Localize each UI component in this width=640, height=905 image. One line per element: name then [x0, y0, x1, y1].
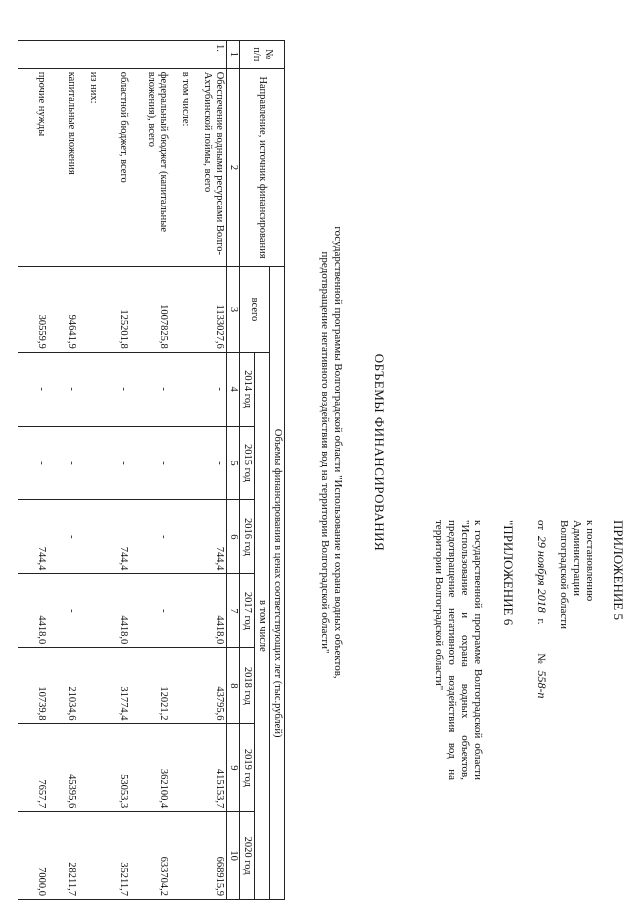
- column-number-row: [227, 41, 240, 900]
- row-value: 45395,6: [49, 724, 79, 812]
- row-value: 21034,6: [49, 648, 79, 724]
- row-value: -: [49, 426, 79, 500]
- row-value: -: [131, 352, 171, 426]
- header-including: в том числе: [255, 352, 270, 899]
- row-value: 10739,8: [19, 648, 49, 724]
- row-value: [79, 352, 101, 426]
- row-value: -: [49, 500, 79, 574]
- row-value: 4418,0: [101, 574, 131, 648]
- column-number: 8: [227, 648, 240, 724]
- resolution-date-line: [534, 520, 548, 699]
- row-number: [79, 41, 101, 69]
- table-row: [49, 41, 79, 900]
- row-label: областной бюджет, всего: [101, 68, 131, 267]
- document-subtitle-line-1: государственной программы Волгоградской области "Использование и охрана водных объектов,: [332, 226, 344, 679]
- row-total: 1007825,8: [131, 267, 171, 352]
- header-total: всего: [240, 267, 270, 352]
- row-value: 668915,9: [193, 812, 227, 900]
- row-value: -: [19, 426, 49, 500]
- resolution-line-2: Администрации: [571, 520, 583, 597]
- row-label: федеральный бюджет (капитальные вложения), всего: [131, 68, 171, 267]
- row-value: 744,4: [193, 500, 227, 574]
- column-number: 2: [227, 68, 240, 267]
- row-value: [79, 574, 101, 648]
- row-value: -: [131, 426, 171, 500]
- header-year: 2018 год: [240, 648, 255, 724]
- row-value: -: [101, 352, 131, 426]
- row-value: [171, 724, 193, 812]
- row-value: [171, 574, 193, 648]
- number-prefix: №: [535, 653, 547, 664]
- row-total: 1133027,6: [193, 267, 227, 352]
- row-value: [79, 648, 101, 724]
- row-number: [49, 41, 79, 69]
- column-number: 3: [227, 267, 240, 352]
- row-number: [131, 41, 171, 69]
- row-value: 362100,4: [131, 724, 171, 812]
- column-number: 9: [227, 724, 240, 812]
- row-value: 35211,7: [101, 812, 131, 900]
- row-value: [79, 426, 101, 500]
- row-value: -: [193, 352, 227, 426]
- row-value: [171, 426, 193, 500]
- table-header-row-1: [270, 41, 285, 900]
- header-direction: Направление, источник финансирования: [240, 68, 285, 267]
- date-suffix: г.: [535, 618, 547, 625]
- row-value: 4418,0: [193, 574, 227, 648]
- row-total: [171, 267, 193, 352]
- document-subtitle-line-2: предотвращение негативного воздействия вод на территории Волгоградской области": [319, 251, 331, 654]
- financing-table: [19, 40, 286, 900]
- row-value: -: [49, 574, 79, 648]
- column-number: 4: [227, 352, 240, 426]
- row-value: [79, 812, 101, 900]
- header-year: 2020 год: [240, 812, 255, 900]
- program-reference: к государственной программе Волгоградской области "Использование и охрана водных объектов, предотвращение негативного воздействия вод на территории Волгоградской области": [433, 520, 484, 780]
- resolution-line-3: Волгоградской области: [558, 520, 570, 629]
- table-row: [131, 41, 171, 900]
- number-value: 558-п: [535, 670, 549, 699]
- row-total: 30559,9: [19, 267, 49, 352]
- table-body: [19, 41, 227, 900]
- row-number: [19, 41, 49, 69]
- row-value: -: [19, 352, 49, 426]
- table-row: [19, 41, 49, 900]
- table-row: [101, 41, 131, 900]
- header-num: № п/п: [240, 41, 285, 69]
- row-value: 43795,6: [193, 648, 227, 724]
- row-value: [171, 648, 193, 724]
- header-year: 2016 год: [240, 500, 255, 574]
- header-year: 2017 год: [240, 574, 255, 648]
- appendix-5-heading: ПРИЛОЖЕНИЕ 5: [611, 520, 626, 620]
- row-number: [101, 41, 131, 69]
- row-value: 28211,7: [49, 812, 79, 900]
- row-value: 744,4: [101, 500, 131, 574]
- column-number: 5: [227, 426, 240, 500]
- header-year: 2019 год: [240, 724, 255, 812]
- row-value: 7657,7: [19, 724, 49, 812]
- header-year: 2015 год: [240, 426, 255, 500]
- row-value: [171, 812, 193, 900]
- row-value: [79, 500, 101, 574]
- row-value: 633704,2: [131, 812, 171, 900]
- header-volumes: Объемы финансирования в ценах соответствующих лет (тыс.рублей): [270, 267, 285, 900]
- column-number: 1: [227, 41, 240, 69]
- row-label: капитальные вложения: [49, 68, 79, 267]
- document-title: ОБЪЕМЫ ФИНАНСИРОВАНИЯ: [372, 353, 387, 552]
- row-value: -: [101, 426, 131, 500]
- row-value: 7000,0: [19, 812, 49, 900]
- row-value: [171, 500, 193, 574]
- row-label: Обеспечение водными ресурсами Волго-Ахтубинской поймы, всего: [193, 68, 227, 267]
- column-number: 10: [227, 812, 240, 900]
- row-label: прочие нужды: [19, 68, 49, 267]
- row-label: в том числе:: [171, 68, 193, 267]
- row-value: 53053,3: [101, 724, 131, 812]
- resolution-line-1: к постановлению: [584, 520, 596, 602]
- row-value: [79, 724, 101, 812]
- row-value: 4418,0: [19, 574, 49, 648]
- column-number: 7: [227, 574, 240, 648]
- row-value: -: [49, 352, 79, 426]
- column-number: 6: [227, 500, 240, 574]
- row-value: 31774,4: [101, 648, 131, 724]
- row-number: 1.: [193, 41, 227, 69]
- row-label: из них:: [79, 68, 101, 267]
- row-value: 744,4: [19, 500, 49, 574]
- header-year: 2014 год: [240, 352, 255, 426]
- row-total: 125201,8: [101, 267, 131, 352]
- row-total: 94641,9: [49, 267, 79, 352]
- row-value: [171, 352, 193, 426]
- row-value: 415153,7: [193, 724, 227, 812]
- table-row: [79, 41, 101, 900]
- row-value: -: [131, 500, 171, 574]
- row-number: [171, 41, 193, 69]
- row-total: [79, 267, 101, 352]
- appendix-6-heading: "ПРИЛОЖЕНИЕ 6: [501, 520, 516, 626]
- row-value: 12021,2: [131, 648, 171, 724]
- date-prefix: от: [535, 520, 547, 531]
- date-value: 29 ноября 2018: [535, 535, 549, 613]
- table-row: [193, 41, 227, 900]
- row-value: -: [193, 426, 227, 500]
- table-row: [171, 41, 193, 900]
- row-value: -: [131, 574, 171, 648]
